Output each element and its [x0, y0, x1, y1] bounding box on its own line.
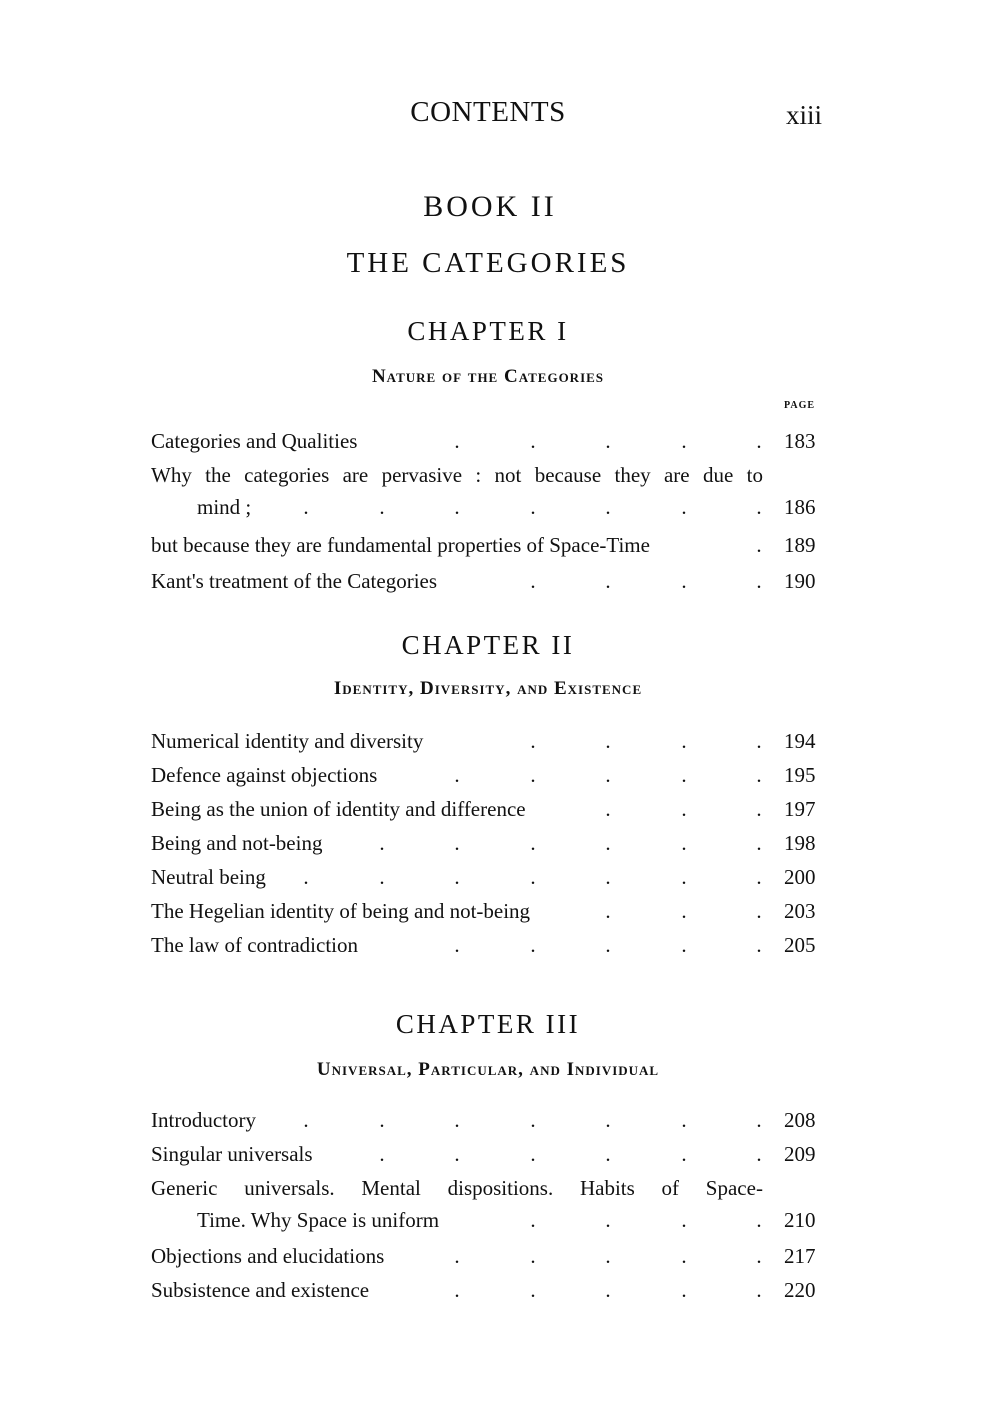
toc-entry	[0, 1103, 1000, 1137]
dot-leader: .	[756, 865, 762, 889]
dot-leader: .	[756, 1278, 762, 1302]
dot-leader: .	[681, 1142, 687, 1166]
dot-leader: .	[530, 763, 536, 787]
entry-page: 200	[784, 865, 816, 889]
chapter-heading: CHAPTER I	[407, 316, 569, 346]
dot-leader: .	[756, 1208, 762, 1232]
running-head-title: CONTENTS	[410, 96, 566, 128]
dot-leader: .	[605, 495, 611, 519]
entry-title: Introductory	[151, 1108, 256, 1132]
dot-leader: .	[530, 1244, 536, 1268]
toc-entry	[0, 1203, 1000, 1237]
toc-entry	[0, 928, 1000, 962]
dot-leader: .	[605, 831, 611, 855]
entry-page: 190	[784, 569, 816, 593]
toc-entry	[0, 1239, 1000, 1273]
entry-title-word: not	[494, 463, 522, 487]
dot-leader: .	[454, 1108, 460, 1132]
entry-title: The Hegelian identity of being and not-being	[151, 899, 531, 923]
entry-title-word: Generic	[151, 1176, 218, 1200]
entry-page: 220	[784, 1278, 816, 1302]
toc-entry-multiline	[0, 1171, 1000, 1237]
toc-entry	[0, 1137, 1000, 1171]
entry-title-word: due	[702, 463, 734, 487]
page-column-label: PAGE	[784, 400, 816, 411]
dot-leader: .	[530, 1208, 536, 1232]
dot-leader: .	[454, 1278, 460, 1302]
dot-leader: .	[530, 1108, 536, 1132]
dot-leader: .	[681, 831, 687, 855]
dot-leader: .	[303, 495, 309, 519]
entry-page: 195	[784, 763, 816, 787]
toc-entry	[0, 894, 1000, 928]
entry-title: Defence against objections	[151, 763, 378, 787]
entry-title: but because they are fundamental properties of Space-Time	[151, 533, 650, 557]
book-title: THE CATEGORIES	[346, 247, 630, 279]
toc-entry-multiline	[0, 458, 1000, 526]
dot-leader: .	[681, 933, 687, 957]
entry-title-word: the	[205, 463, 231, 487]
entry-title-line-1	[151, 458, 763, 492]
entry-title-word: :	[475, 463, 482, 487]
entry-title: Singular universals	[151, 1142, 313, 1166]
entry-title-word: of	[661, 1176, 680, 1200]
dot-leader: .	[681, 797, 687, 821]
dot-leader: .	[681, 495, 687, 519]
chapter-2	[0, 630, 1000, 962]
dot-leader: .	[756, 899, 762, 923]
chapter-subtitle: Universal, Particular, and Individual	[316, 1059, 660, 1080]
dot-leader: .	[303, 1108, 309, 1132]
entry-page: 183	[784, 429, 816, 453]
entry-title-word: Why	[151, 463, 192, 487]
entry-title-line-1	[151, 1171, 763, 1205]
dot-leader: .	[605, 569, 611, 593]
entry-page: 194	[784, 729, 816, 753]
entry-title: Being and not-being	[151, 831, 323, 855]
toc-entry	[0, 826, 1000, 860]
dot-leader: .	[605, 429, 611, 453]
entry-title: mind ;	[197, 495, 252, 519]
dot-leader: .	[756, 429, 762, 453]
dot-leader: .	[681, 1244, 687, 1268]
dot-leader: .	[756, 1142, 762, 1166]
entry-title: Neutral being	[151, 865, 266, 889]
entry-page: 198	[784, 831, 816, 855]
entry-title: Time. Why Space is uniform	[197, 1208, 440, 1232]
entry-page: 189	[784, 533, 816, 557]
chapter-heading: CHAPTER II	[401, 630, 575, 660]
dot-leader: .	[681, 1278, 687, 1302]
dot-leader: .	[756, 933, 762, 957]
dot-leader: .	[605, 899, 611, 923]
entry-page: 208	[784, 1108, 816, 1132]
entry-page: 205	[784, 933, 816, 957]
entry-title-word: Space-	[705, 1176, 763, 1200]
toc-entry	[0, 724, 1000, 758]
entry-title: Numerical identity and diversity	[151, 729, 424, 753]
entry-title-word: are	[663, 463, 690, 487]
dot-leader: .	[530, 1278, 536, 1302]
dot-leader: .	[605, 1208, 611, 1232]
dot-leader: .	[756, 1108, 762, 1132]
entry-title-word: categories	[244, 463, 330, 487]
dot-leader: .	[605, 1278, 611, 1302]
dot-leader: .	[605, 797, 611, 821]
running-head	[0, 96, 1000, 136]
dot-leader: .	[454, 933, 460, 957]
dot-leader: .	[530, 933, 536, 957]
dot-leader: .	[530, 831, 536, 855]
dot-leader: .	[379, 865, 385, 889]
dot-leader: .	[605, 933, 611, 957]
toc-entry	[0, 792, 1000, 826]
toc-entry	[0, 758, 1000, 792]
entry-title: Categories and Qualities	[151, 429, 358, 453]
entry-title-word: dispositions.	[447, 1176, 554, 1200]
toc-entry	[0, 860, 1000, 894]
dot-leader: .	[454, 831, 460, 855]
dot-leader: .	[530, 569, 536, 593]
entry-title: Objections and elucidations	[151, 1244, 385, 1268]
dot-leader: .	[379, 495, 385, 519]
entry-title-word: they	[614, 463, 651, 487]
dot-leader: .	[756, 533, 762, 557]
toc-entry	[0, 490, 1000, 524]
toc-entry	[0, 1273, 1000, 1307]
entry-title: Being as the union of identity and difference	[151, 797, 526, 821]
toc-entry	[0, 528, 1000, 562]
dot-leader: .	[605, 729, 611, 753]
entry-page: 186	[784, 495, 816, 519]
dot-leader: .	[605, 763, 611, 787]
dot-leader: .	[756, 763, 762, 787]
dot-leader: .	[605, 1142, 611, 1166]
dot-leader: .	[681, 865, 687, 889]
entry-title-word: are	[342, 463, 369, 487]
entry-title-word: universals.	[244, 1176, 335, 1200]
dot-leader: .	[605, 1244, 611, 1268]
dot-leader: .	[756, 569, 762, 593]
chapter-1-entries	[0, 400, 1000, 598]
dot-leader: .	[530, 865, 536, 889]
entry-title-word: Habits	[579, 1176, 635, 1200]
dot-leader: .	[379, 1142, 385, 1166]
dot-leader: .	[681, 1108, 687, 1132]
dot-leader: .	[681, 729, 687, 753]
dot-leader: .	[530, 729, 536, 753]
dot-leader: .	[605, 1108, 611, 1132]
entry-title-word: pervasive	[381, 463, 463, 487]
entry-title-word: Mental	[361, 1176, 421, 1200]
chapter-3-entries	[0, 1103, 1000, 1307]
entry-title: The law of contradiction	[151, 933, 359, 957]
dot-leader: .	[681, 899, 687, 923]
dot-leader: .	[454, 429, 460, 453]
dot-leader: .	[681, 763, 687, 787]
dot-leader: .	[756, 1244, 762, 1268]
dot-leader: .	[681, 429, 687, 453]
entry-title: Subsistence and existence	[151, 1278, 370, 1302]
chapter-3	[0, 1009, 1000, 1307]
dot-leader: .	[530, 495, 536, 519]
dot-leader: .	[454, 1142, 460, 1166]
dot-leader: .	[756, 831, 762, 855]
dot-leader: .	[530, 1142, 536, 1166]
running-head-page-number: xiii	[785, 100, 822, 130]
dot-leader: .	[681, 1208, 687, 1232]
dot-leader: .	[530, 429, 536, 453]
dot-leader: .	[756, 729, 762, 753]
entry-page: 217	[784, 1244, 816, 1268]
entry-title: Kant's treatment of the Categories	[151, 569, 438, 593]
chapter-2-entries	[0, 724, 1000, 962]
dot-leader: .	[454, 495, 460, 519]
dot-leader: .	[379, 1108, 385, 1132]
dot-leader: .	[756, 797, 762, 821]
chapter-subtitle: Nature of the Categories	[371, 366, 605, 387]
toc-entry	[0, 424, 1000, 458]
dot-leader: .	[303, 865, 309, 889]
dot-leader: .	[756, 495, 762, 519]
dot-leader: .	[605, 865, 611, 889]
dot-leader: .	[454, 763, 460, 787]
entry-page: 210	[784, 1208, 816, 1232]
dot-leader: .	[681, 569, 687, 593]
entry-page: 197	[784, 797, 816, 821]
book-label: BOOK II	[423, 190, 557, 223]
chapter-heading: CHAPTER III	[395, 1009, 581, 1039]
entry-page: 209	[784, 1142, 816, 1166]
entry-title-word: because	[534, 463, 602, 487]
toc-entry	[0, 564, 1000, 598]
dot-leader: .	[379, 831, 385, 855]
entry-title-word: to	[746, 463, 763, 487]
dot-leader: .	[454, 1244, 460, 1268]
entry-page: 203	[784, 899, 816, 923]
chapter-subtitle: Identity, Diversity, and Existence	[333, 678, 643, 699]
chapter-1	[0, 316, 1000, 598]
dot-leader: .	[454, 865, 460, 889]
